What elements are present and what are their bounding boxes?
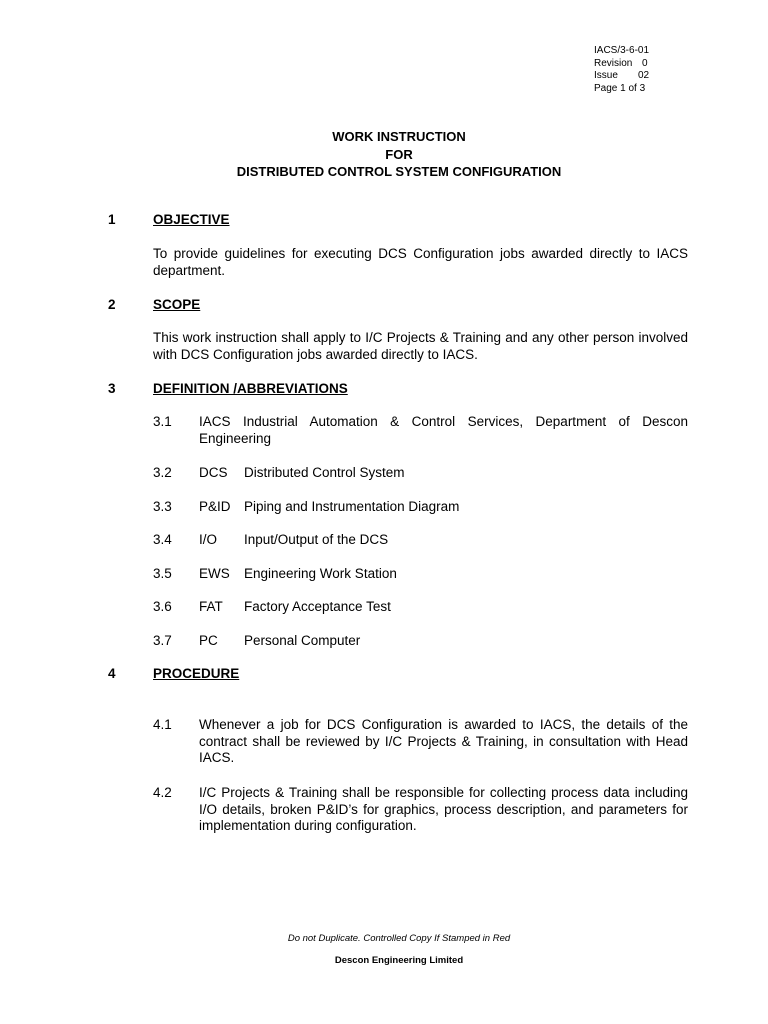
definition-text: Distributed Control System — [244, 465, 405, 480]
procedure-item — [153, 785, 688, 835]
definition-abbreviation: I/O — [199, 532, 218, 547]
section-title: PROCEDURE — [153, 666, 240, 681]
document-title — [0, 128, 768, 181]
footer-notice: Do not Duplicate. Controlled Copy If Stamped in Red — [287, 933, 511, 944]
definition-item — [153, 414, 688, 447]
section-title: DEFINITION /ABBREVIATIONS — [153, 381, 348, 396]
revision-label: Revision — [594, 57, 633, 69]
title-line-1: WORK INSTRUCTION — [332, 129, 466, 144]
section-number: 2 — [108, 297, 116, 312]
definition-abbreviation: DCS — [199, 465, 228, 480]
section-1-heading — [108, 212, 230, 227]
definition-number: 3.5 — [153, 566, 172, 581]
definition-text: Input/Output of the DCS — [244, 532, 389, 547]
doc-number: IACS/3-6-01 — [594, 45, 650, 56]
section-title: SCOPE — [153, 297, 201, 312]
revision-line — [594, 58, 649, 71]
section-2-heading — [108, 297, 200, 312]
section-number: 1 — [108, 212, 116, 227]
scope-text: This work instruction shall apply to I/C Projects & Training and any other person involved with DCS Configuration jobs awarded directly to IACS. — [153, 330, 688, 362]
section-3-heading — [108, 381, 348, 396]
procedure-item — [153, 717, 688, 767]
objective-text: To provide guidelines for executing DCS Configuration jobs awarded directly to IACS department. — [153, 246, 688, 278]
definition-number: 3.1 — [153, 414, 172, 429]
page-number: Page 1 of 3 — [594, 82, 646, 94]
definition-abbreviation: P&ID — [199, 499, 231, 514]
definition-abbreviation: EWS — [199, 566, 230, 581]
procedure-number: 4.2 — [153, 785, 172, 800]
issue-label: Issue — [594, 70, 618, 81]
footer-company: Descon Engineering Limited — [334, 955, 464, 966]
definition-abbreviation: PC — [199, 633, 218, 648]
definition-number: 3.6 — [153, 599, 172, 614]
section-4-heading — [108, 666, 239, 681]
definition-text: Factory Acceptance Test — [244, 599, 391, 614]
definition-number: 3.2 — [153, 465, 172, 480]
definition-number: 3.3 — [153, 499, 172, 514]
definition-number: 3.7 — [153, 633, 172, 648]
revision-value: 0 — [642, 57, 648, 69]
title-line-2: FOR — [385, 146, 413, 162]
title-line-3: DISTRIBUTED CONTROL SYSTEM CONFIGURATION — [236, 164, 562, 179]
document-header — [594, 45, 649, 95]
section-number: 3 — [108, 381, 116, 396]
definition-text: Engineering Work Station — [244, 566, 397, 581]
definition-number: 3.4 — [153, 532, 172, 547]
definition-abbreviation: FAT — [199, 599, 223, 614]
definition-text: Piping and Instrumentation Diagram — [244, 499, 460, 514]
definition-abbreviation: IACS — [199, 414, 231, 429]
section-number: 4 — [108, 666, 116, 681]
issue-value: 02 — [638, 70, 650, 81]
procedure-number: 4.1 — [153, 717, 172, 732]
procedure-text: I/C Projects & Training shall be responsible for collecting process data including I/O details, broken P&ID’s for graphics, process description, and parameters for implementation during configuration. — [199, 785, 688, 833]
definition-text: Industrial Automation & Control Services, Department of Descon Engineering — [199, 414, 688, 446]
procedure-text: Whenever a job for DCS Configuration is awarded to IACS, the details of the contract shall be reviewed by I/C Projects & Training, in consultation with Head IACS. — [199, 717, 688, 765]
section-title: OBJECTIVE — [153, 212, 230, 227]
issue-line — [594, 70, 649, 83]
definition-text: Personal Computer — [244, 633, 361, 648]
